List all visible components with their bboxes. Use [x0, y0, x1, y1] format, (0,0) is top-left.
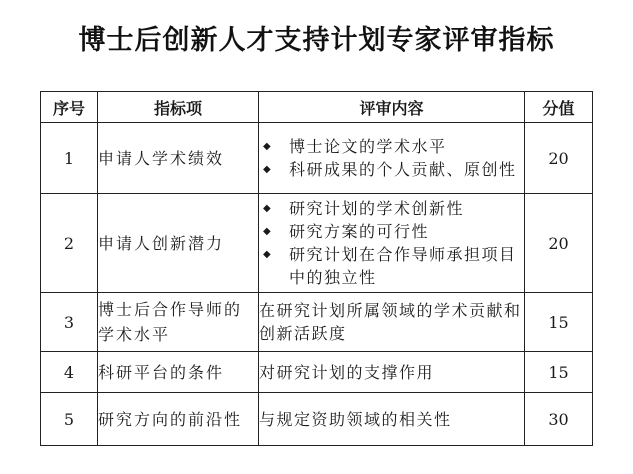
row-number: 1 [41, 123, 98, 194]
table-header-row [41, 92, 593, 123]
diamond-bullet-icon: ◆ [263, 203, 273, 214]
table-row [41, 293, 593, 352]
row-number: 2 [41, 194, 98, 293]
document-title: 博士后创新人才支持计划专家评审指标 [78, 25, 555, 56]
row-number: 4 [41, 352, 98, 393]
diamond-bullet-icon: ◆ [263, 249, 273, 260]
row-number: 5 [41, 393, 98, 446]
row-indicator: 博士后合作导师的学术水平 [98, 293, 259, 352]
table-row [41, 352, 593, 393]
bullet-text: 博士论文的学术水平 [289, 137, 447, 156]
row-review-content [259, 194, 525, 293]
content-bullet-item [259, 197, 524, 220]
table-row [41, 123, 593, 194]
row-number: 3 [41, 293, 98, 352]
content-bullet-item [259, 243, 524, 289]
row-score: 20 [525, 194, 593, 293]
row-indicator: 科研平台的条件 [98, 352, 259, 393]
row-review-content [259, 123, 525, 194]
row-indicator: 研究方向的前沿性 [98, 393, 259, 446]
diamond-bullet-icon: ◆ [263, 226, 273, 237]
bullet-text: 科研成果的个人贡献、原创性 [289, 160, 517, 179]
bullet-text: 研究计划在合作导师承担项目中的独立性 [289, 245, 517, 287]
row-indicator: 申请人学术绩效 [98, 123, 259, 194]
diamond-bullet-icon: ◆ [263, 164, 273, 175]
row-score: 15 [525, 352, 593, 393]
evaluation-criteria-table [40, 91, 593, 446]
header-score: 分值 [525, 92, 593, 123]
row-score: 15 [525, 293, 593, 352]
content-bullet-item [259, 135, 524, 158]
table-row [41, 393, 593, 446]
content-bullet-item [259, 158, 524, 181]
row-review-content: 对研究计划的支撑作用 [259, 352, 525, 393]
diamond-bullet-icon: ◆ [263, 141, 273, 152]
row-score: 20 [525, 123, 593, 194]
header-number: 序号 [41, 92, 98, 123]
table-row [41, 194, 593, 293]
row-review-content: 与规定资助领域的相关性 [259, 393, 525, 446]
bullet-text: 研究计划的学术创新性 [289, 199, 465, 218]
row-review-content: 在研究计划所属领域的学术贡献和创新活跃度 [259, 293, 525, 352]
bullet-text: 研究方案的可行性 [289, 222, 430, 241]
row-score: 30 [525, 393, 593, 446]
header-indicator: 指标项 [98, 92, 259, 123]
header-review-content: 评审内容 [259, 92, 525, 123]
content-bullet-item [259, 220, 524, 243]
row-indicator: 申请人创新潜力 [98, 194, 259, 293]
